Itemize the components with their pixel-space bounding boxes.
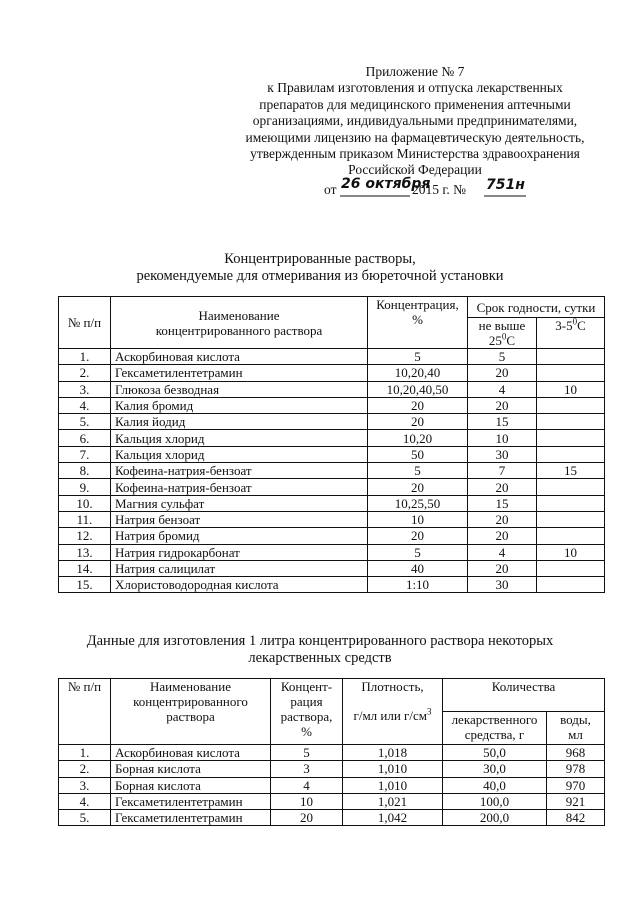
cell-qty-water: 968	[547, 745, 605, 761]
table-row	[59, 511, 605, 527]
col-header-conc-line: Концентрация,	[376, 297, 459, 312]
cell-shelf-25: 20	[468, 560, 537, 576]
col-header-density-line: Плотность,	[361, 679, 424, 694]
cell-concentration: 10	[271, 793, 343, 809]
cell-concentration: 5	[271, 745, 343, 761]
cell-name: Кальция хлорид	[111, 430, 368, 446]
header-line: препаратов для медицинского применения аптечными	[259, 96, 571, 112]
cell-name: Аскорбиновая кислота	[111, 745, 271, 761]
cell-shelf-3-5	[537, 365, 605, 381]
cell-shelf-3-5	[537, 528, 605, 544]
table-row	[59, 495, 605, 511]
cell-shelf-25: 20	[468, 397, 537, 413]
col-header-shelf-life: Срок годности, сутки	[468, 297, 605, 318]
appendix-header	[240, 64, 590, 179]
cell-concentration: 3	[271, 761, 343, 777]
qty-drug-line: средства, г	[464, 727, 525, 742]
table2-title	[60, 633, 580, 667]
cell-shelf-3-5	[537, 414, 605, 430]
number-underline	[484, 194, 526, 198]
cell-concentration: 4	[271, 777, 343, 793]
cell-name: Кальция хлорид	[111, 446, 368, 462]
cell-shelf-3-5	[537, 446, 605, 462]
cell-concentration: 5	[368, 349, 468, 365]
cell-qty-drug: 200,0	[443, 810, 547, 826]
table2-title-line: лекарственных средств	[248, 650, 392, 666]
header-line: Российской Федерации	[348, 162, 482, 178]
table2-title-line: Данные для изготовления 1 литра концентрированного раствора некоторых	[86, 633, 554, 649]
col-header-name	[111, 297, 368, 349]
cell-number: 8.	[59, 463, 111, 479]
shelf-25-line: не выше	[478, 318, 526, 333]
header-line: к Правилам изготовления и отпуска лекарственных	[267, 80, 563, 96]
cell-shelf-25: 20	[468, 479, 537, 495]
cell-number: 3.	[59, 777, 111, 793]
cell-concentration: 20	[271, 810, 343, 826]
col-header-conc-line: Концент-	[280, 679, 333, 694]
cell-number: 12.	[59, 528, 111, 544]
cell-qty-drug: 100,0	[443, 793, 547, 809]
cell-number: 10.	[59, 495, 111, 511]
col-header-density-unit: г/мл или $г/см^3$	[353, 706, 432, 723]
cell-concentration: 5	[368, 463, 468, 479]
cell-shelf-3-5	[537, 511, 605, 527]
cell-shelf-3-5	[537, 397, 605, 413]
cell-number: 6.	[59, 430, 111, 446]
col-header-concentration	[271, 679, 343, 745]
table-row	[59, 446, 605, 462]
cell-name: Калия бромид	[111, 397, 368, 413]
col-header-name-line: Наименование	[150, 679, 231, 694]
table-row	[59, 793, 605, 809]
table-row	[59, 463, 605, 479]
header-line: утвержденным приказом Министерства здравоохранения	[250, 146, 580, 162]
cell-concentration: 10,25,50	[368, 495, 468, 511]
cell-name: Калия йодид	[111, 414, 368, 430]
table-row	[59, 560, 605, 576]
cell-concentration: 10	[368, 511, 468, 527]
date-underline	[340, 194, 410, 198]
cell-number: 7.	[59, 446, 111, 462]
col-header-conc-line: раствора,	[280, 709, 333, 724]
preparation-data-table	[58, 678, 605, 826]
qty-drug-line: лекарственного	[451, 712, 538, 727]
col-header-conc-line: %	[412, 312, 423, 327]
cell-number: 2.	[59, 365, 111, 381]
cell-shelf-25: 20	[468, 528, 537, 544]
cell-concentration: 10,20,40,50	[368, 381, 468, 397]
col-header-conc-line: рация	[290, 694, 323, 709]
cell-name: Хлористоводородная кислота	[111, 577, 368, 593]
cell-concentration: 20	[368, 397, 468, 413]
cell-number: 1.	[59, 349, 111, 365]
qty-water-line: воды,	[560, 712, 591, 727]
table-row	[59, 528, 605, 544]
cell-concentration: 10,20	[368, 430, 468, 446]
col-header-qty-drug	[443, 712, 547, 745]
cell-shelf-25: 20	[468, 511, 537, 527]
table-row	[59, 397, 605, 413]
cell-name: Натрия салицилат	[111, 560, 368, 576]
cell-shelf-25: 20	[468, 365, 537, 381]
col-header-number: № п/п	[59, 297, 111, 349]
cell-qty-drug: 50,0	[443, 745, 547, 761]
order-date-line	[300, 176, 550, 200]
cell-name: Аскорбиновая кислота	[111, 349, 368, 365]
cell-concentration: 20	[368, 479, 468, 495]
cell-density: 1,042	[343, 810, 443, 826]
cell-shelf-25: 10	[468, 430, 537, 446]
cell-shelf-25: 4	[468, 544, 537, 560]
cell-name: Кофеина-натрия-бензоат	[111, 479, 368, 495]
cell-concentration: 40	[368, 560, 468, 576]
cell-shelf-3-5: 15	[537, 463, 605, 479]
col-header-name-line: концентрированного	[133, 694, 248, 709]
table-row	[59, 544, 605, 560]
year-number-label: 2015 г. №	[412, 182, 467, 197]
cell-name: Кофеина-натрия-бензоат	[111, 463, 368, 479]
table1-title-line: рекомендуемые для отмеривания из бюреточной установки	[136, 268, 504, 284]
col-header-shelf-25	[468, 318, 537, 349]
cell-number: 14.	[59, 560, 111, 576]
cell-number: 15.	[59, 577, 111, 593]
cell-name: Глюкоза безводная	[111, 381, 368, 397]
qty-water-line: мл	[568, 727, 583, 742]
cell-shelf-25: 7	[468, 463, 537, 479]
col-header-number: № п/п	[59, 679, 111, 745]
cell-qty-drug: 40,0	[443, 777, 547, 793]
col-header-density	[343, 679, 443, 745]
cell-qty-water: 978	[547, 761, 605, 777]
table-row	[59, 414, 605, 430]
appendix-title: Приложение № 7	[365, 64, 465, 79]
cell-shelf-25: 30	[468, 577, 537, 593]
cell-shelf-3-5	[537, 479, 605, 495]
cell-number: 13.	[59, 544, 111, 560]
cell-concentration: 50	[368, 446, 468, 462]
cell-shelf-3-5	[537, 560, 605, 576]
cell-concentration: 20	[368, 414, 468, 430]
table-row	[59, 577, 605, 593]
col-header-name-line: раствора	[166, 709, 215, 724]
shelf-25-temp: $25^0С$	[488, 331, 516, 348]
handwritten-date: 26 октября	[341, 176, 431, 192]
table-row	[59, 479, 605, 495]
cell-density: 1,010	[343, 761, 443, 777]
cell-name: Гексаметилентетрамин	[111, 793, 271, 809]
cell-shelf-3-5: 10	[537, 381, 605, 397]
cell-number: 4.	[59, 793, 111, 809]
cell-qty-drug: 30,0	[443, 761, 547, 777]
cell-name: Борная кислота	[111, 777, 271, 793]
cell-number: 5.	[59, 414, 111, 430]
col-header-shelf-3-5: $3-5^0С$	[537, 318, 605, 349]
cell-concentration: 5	[368, 544, 468, 560]
cell-concentration: 1:10	[368, 577, 468, 593]
cell-number: 2.	[59, 761, 111, 777]
table-row	[59, 777, 605, 793]
table-row	[59, 761, 605, 777]
cell-name: Натрия бензоат	[111, 511, 368, 527]
table-row	[59, 745, 605, 761]
cell-shelf-3-5	[537, 430, 605, 446]
cell-name: Натрия гидрокарбонат	[111, 544, 368, 560]
cell-density: 1,010	[343, 777, 443, 793]
table1-title	[60, 251, 580, 285]
cell-shelf-25: 15	[468, 414, 537, 430]
table-row	[59, 381, 605, 397]
col-header-qty-water	[547, 712, 605, 745]
col-header-name-line: Наименование	[198, 307, 280, 323]
cell-name: Гексаметилентетрамин	[111, 365, 368, 381]
cell-shelf-25: 30	[468, 446, 537, 462]
col-header-concentration	[368, 297, 468, 349]
header-line: организациями, индивидуальными предпринимателями,	[252, 113, 578, 129]
cell-number: 3.	[59, 381, 111, 397]
date-prefix: от	[324, 182, 337, 197]
cell-density: 1,021	[343, 793, 443, 809]
concentrated-solutions-table	[58, 296, 605, 593]
table1-title-line: Концентрированные растворы,	[224, 251, 416, 267]
table-row	[59, 810, 605, 826]
cell-number: 11.	[59, 511, 111, 527]
col-header-name-line: концентрированного раствора	[155, 322, 323, 338]
cell-shelf-25: 5	[468, 349, 537, 365]
cell-density: 1,018	[343, 745, 443, 761]
cell-shelf-25: 15	[468, 495, 537, 511]
col-header-conc-line: %	[301, 724, 312, 739]
cell-number: 4.	[59, 397, 111, 413]
cell-name: Борная кислота	[111, 761, 271, 777]
cell-name: Гексаметилентетрамин	[111, 810, 271, 826]
table-row	[59, 365, 605, 381]
table-row	[59, 349, 605, 365]
cell-name: Натрия бромид	[111, 528, 368, 544]
cell-number: 9.	[59, 479, 111, 495]
cell-shelf-3-5	[537, 495, 605, 511]
cell-shelf-3-5	[537, 577, 605, 593]
col-header-name	[111, 679, 271, 745]
handwritten-number: 751н	[486, 177, 525, 193]
cell-concentration: 10,20,40	[368, 365, 468, 381]
cell-qty-water: 921	[547, 793, 605, 809]
cell-shelf-25: 4	[468, 381, 537, 397]
cell-shelf-3-5: 10	[537, 544, 605, 560]
cell-concentration: 20	[368, 528, 468, 544]
cell-qty-water: 970	[547, 777, 605, 793]
table-row	[59, 430, 605, 446]
cell-name: Магния сульфат	[111, 495, 368, 511]
cell-qty-water: 842	[547, 810, 605, 826]
cell-shelf-3-5	[537, 349, 605, 365]
cell-number: 5.	[59, 810, 111, 826]
header-line: имеющими лицензию на фармацевтическую деятельность,	[245, 129, 585, 145]
col-header-quantity: Количества	[443, 679, 605, 712]
cell-number: 1.	[59, 745, 111, 761]
